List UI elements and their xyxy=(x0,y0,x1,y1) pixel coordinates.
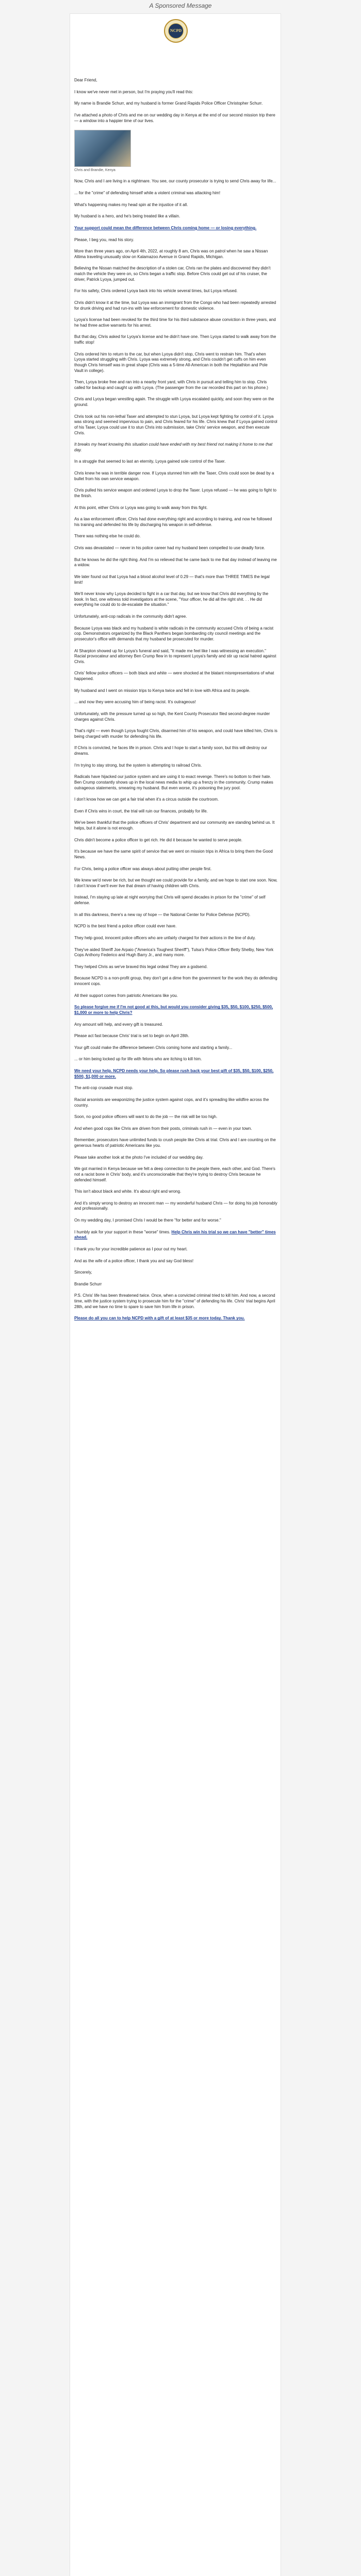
letter-paragraph: And when good cops like Chris are driven from their posts, criminals rush in — even in your town. xyxy=(74,1126,252,1131)
letter-paragraph: Any amount will help, and every gift is treasured. xyxy=(74,1022,163,1027)
letter-paragraph: I don't know how we can get a fair trial when it's a circus outside the courtroom. xyxy=(74,797,219,802)
letter-paragraph: Chris knew he was in terrible danger now. If Lyoya stunned him with the Taser, Chris could soon be dead by a bullet from his own service weapon. xyxy=(74,471,274,481)
letter-paragraph: We've been thankful that the police officers of Chris' department and our community are standing behind us. It helps, but it alone is not enough. xyxy=(74,820,275,831)
letter-paragraph: Unfortunately, with the pressure turned up so high, the Kent County Prosecutor filed second-degree murder charges against Chris. xyxy=(74,711,270,722)
letter-paragraph: Al Sharpton showed up for Lyoya's funeral and said, "It made me feel like I was witnessing an execution." Racial provocateur and attorney Ben Crump flew in to represent Lyoya's family and stir up racial hatred against Chris. xyxy=(74,648,276,664)
letter-paragraph: Chris and Lyoya began wrestling again. The struggle with Lyoya escalated quickly, and soon they were on the ground. xyxy=(74,397,274,408)
letter-paragraph: My husband is a hero, and he's being treated like a villain. xyxy=(74,214,180,219)
letter-paragraph: There was nothing else he could do. xyxy=(74,534,141,539)
letter-paragraph: I've attached a photo of Chris and me on our wedding day in Kenya at the end of our second mission trip there — a window into a happier time of our lives. xyxy=(74,112,275,123)
letter-paragraph: They helped Chris as we've braved this legal ordeal They are a godsend. xyxy=(74,964,208,969)
letter-paragraph: They've aided Sheriff Joe Arpaio ("America's Toughest Sheriff"), Tulsa's Police Officer Betty Shelby, New York Cops Anthony Federico and Hugh Barry Jr., and many more. xyxy=(74,947,274,958)
donate-ask-link[interactable]: We need your help. NCPD needs your help. So please rush back your best gift of $35, $50, $100, $250, $500, $1,000 or more. xyxy=(74,1069,274,1079)
sponsored-label: A Sponsored Message xyxy=(149,2,212,9)
letter-paragraph: On my wedding day, I promised Chris I would be there "for better and for worse." xyxy=(74,1218,221,1223)
letter-paragraph: For Chris, being a police officer was always about putting other people first. xyxy=(74,866,212,871)
signature-name: Brandie Schurr xyxy=(74,1281,102,1286)
donate-ask-link[interactable]: So please forgive me if I'm not good at this, but would you consider giving $35, $50, $100, $250, $500, $1,000 or more to help Chris? xyxy=(74,1005,273,1015)
letter-paragraph: What's happening makes my head spin at the injustice of it all. xyxy=(74,202,188,207)
letter-paragraph: Unfortunately, anti-cop radicals in the community didn't agree. xyxy=(74,614,187,619)
letter-paragraph: ... and now they were accusing him of being racist. It's outrageous! xyxy=(74,700,196,705)
letter-paragraph: ... for the "crime" of defending himself while a violent criminal was attacking him! xyxy=(74,191,221,196)
letter-paragraph: In a struggle that seemed to last an eternity, Lyoya gained sole control of the Taser. xyxy=(74,459,226,464)
letter-paragraph: Chris pulled his service weapon and ordered Lyoya to drop the Taser. Lyoya refused — he was going to fight to the finish. xyxy=(74,488,276,498)
letter-paragraph: They help good, innocent police officers who are unfairly charged for their actions in the line of duty. xyxy=(74,935,256,940)
letter-paragraph: My name is Brandie Schurr, and my husband is former Grand Rapids Police Officer Christopher Schurr. xyxy=(74,101,263,106)
wedding-photo xyxy=(74,130,131,167)
letter-paragraph: And it's simply wrong to destroy an innocent man — my wonderful husband Chris — for doing his job honorably and professionally. xyxy=(74,1200,277,1211)
letter-paragraph: ... or him being locked up for life with felons who are itching to kill him. xyxy=(74,1057,202,1062)
letter-paragraph: I'm trying to stay strong, but the system is attempting to railroad Chris. xyxy=(74,762,202,768)
letter-paragraph: Racial arsonists are weaponizing the justice system against cops, and it's spreading like wildfire across the country. xyxy=(74,1097,269,1108)
letter-paragraph: Your gift could make the difference between Chris coming home and starting a family... xyxy=(74,1045,233,1050)
letter-paragraph: Soon, no good police officers will want to do the job — the risk will be too high. xyxy=(74,1114,218,1120)
letter-paragraph: Chris took out his non-lethal Taser and attempted to stun Lyoya, but Lyoya kept fighting for control of it. Lyoya was strong and seemed impervious to pain, and Chris feared for his life. Chris knew that if Lyoya gained control of his Taser, Lyoya could use it to stun Chris into submission, take Chris' service weapon, and then execute Chris. xyxy=(74,414,277,435)
letter-body xyxy=(74,78,277,1328)
letter-paragraph: Please take another look at the photo I've included of our wedding day. xyxy=(74,1155,204,1160)
email-card xyxy=(70,13,281,2576)
letter-paragraph: I know we've never met in person, but I'm praying you'll read this: xyxy=(74,89,193,94)
letter-paragraph: If Chris is convicted, he faces life in prison. Chris and I hope to start a family soon, but this will destroy our dreams. xyxy=(74,745,267,756)
letter-paragraph: Now, Chris and I are living in a nightmare. You see, our county prosecutor is trying to send Chris away for life... xyxy=(74,179,276,184)
letter-paragraph: But he knows he did the right thing. And I'm so relieved that he came back to me that day instead of leaving me a widow. xyxy=(74,557,277,568)
letter-paragraph: We later found out that Lyoya had a blood alcohol level of 0.29 — that's more than THREE TIMES the legal limit! xyxy=(74,574,270,585)
salutation: Dear Friend, xyxy=(74,78,97,82)
ncpd-logo xyxy=(164,19,188,43)
closing: Sincerely, xyxy=(74,1270,92,1275)
ncpd-seal: NCPD xyxy=(168,23,184,39)
letter-paragraph: The anti-cop crusade must stop. xyxy=(74,1086,134,1091)
letter-paragraph: At this point, either Chris or Lyoya was going to walk away from this fight. xyxy=(74,505,208,510)
letter-paragraph: Radicals have hijacked our justice system and are using it to exact revenge. There's no bottom to their hate. Ben Crump constantly shows up in the local news media to whip up a frenzy in the community. Crump makes outrageous statements, smearing my husband. But even worse, it's poisoning the jury pool. xyxy=(74,774,273,790)
letter-paragraph: Chris ordered him to return to the car, but when Lyoya didn't stop, Chris went to restrain him. That's when Lyoya started struggling with Chris. Lyoya was extremely strong, and Chris couldn't get cuffs on him even though Chris himself was in great shape (Chris was a 5-time All-American in both the Heptathlon and Pole Vault in college). xyxy=(74,351,268,373)
letter-paragraph: In all this darkness, there's a new ray of hope — the National Center for Police Defense (NCPD). xyxy=(74,912,251,917)
letter-paragraph: Instead, I'm staying up late at night worrying that Chris will spend decades in prison for the "crime" of self defense. xyxy=(74,895,266,906)
letter-paragraph: This isn't about black and white. It's about right and wrong. xyxy=(74,1189,182,1194)
letter-paragraph: Then, Lyoya broke free and ran into a nearby front yard, with Chris in pursuit and telling him to stop. Chris called for backup and caught up with Lyoya. (The passenger from the car recorded this part on his phone.) xyxy=(74,380,268,390)
letter-paragraph: Chris' fellow police officers — both black and white — were shocked at the blatant misrepresentations of what happened. xyxy=(74,671,274,682)
letter-paragraph: Even if Chris wins in court, the trial will ruin our finances, probably for life. xyxy=(74,808,208,814)
letter-paragraph: As a law enforcement officer, Chris had done everything right and according to training, and now he followed his training and defended his life by discharging his weapon in self-defense. xyxy=(74,517,272,527)
postscript: P.S. Chris' life has been threatened twice. Once, when a convicted criminal tried to kill him. And now, a second time, with the justice system trying to prosecute him for the "crime" of defending his life. Chris' trial begins April 28th, and we have no time to spare to save him from life in prison. xyxy=(74,1293,275,1309)
letter-paragraph: Remember, prosecutors have unlimited funds to crush people like Chris at trial. Chris and I are counting on the generous hearts of patriotic Americans like you. xyxy=(74,1138,276,1148)
letter-paragraph: We'll never know why Lyoya decided to fight in a car that day, but we know that Chris did everything by the book. In fact, one witness told investigators at the scene, "Your officer, he did all the right shit. . . He did everything he could do to de-escalate the situation." xyxy=(74,591,269,607)
emphasis-paragraph: Your support could mean the difference between Chris coming home — or losing everything. xyxy=(74,225,257,230)
letter-paragraph: All their support comes from patriotic Americans like you. xyxy=(74,993,178,998)
letter-paragraph: Lyoya's license had been revoked for the third time for his third substance abuse conviction in three years, and he had three active warrants for his arrest. xyxy=(74,317,276,328)
letter-paragraph: Chris didn't become a police officer to get rich. He did it because he wanted to serve people. xyxy=(74,837,243,842)
letter-paragraph: NCPD is the best friend a police officer could ever have. xyxy=(74,924,177,929)
letter-paragraph: That's right — even though Lyoya fought Chris, disarmed him of his weapon, and could have killed him, Chris is being charged with murder for defending his life. xyxy=(74,728,277,739)
letter-paragraph: Please act fast because Chris' trial is set to begin on April 28th. xyxy=(74,1033,189,1039)
letter-paragraph: Chris didn't know it at the time, but Lyoya was an immigrant from the Congo who had been repeatedly arrested for drunk driving and had run-ins with law enforcement for domestic violence. xyxy=(74,300,276,311)
letter-paragraph: I thank you for your incredible patience as I pour out my heart. xyxy=(74,1246,188,1251)
letter-paragraph: For his safety, Chris ordered Lyoya back into his vehicle several times, but Lyoya refused. xyxy=(74,289,238,294)
letter-paragraph: Please, I beg you, read his story. xyxy=(74,237,134,242)
letter-paragraph: We got married in Kenya because we felt a deep connection to the people there, each other, and God. There's not a racist bone in Chris' body, and it's unconscionable that they're trying to destroy Chris because he defended himself. xyxy=(74,1166,275,1182)
help-chris-link[interactable]: Help Chris win his trial so we can have "better" times ahead. xyxy=(74,1229,276,1240)
letter-paragraph: But that day, Chris asked for Lyoya's license and he didn't have one. Then Lyoya started to walk away from the traffic stop! xyxy=(74,334,276,345)
letter-paragraph: It's because we have the same spirit of service that we went on mission trips in Africa to bring them the Good News. xyxy=(74,849,273,859)
support-lead: I humbly ask for your support in these "worse" times. xyxy=(74,1229,172,1234)
letter-paragraph: Because Lyoya was black and my husband is white radicals in the community accused Chris of being a racist cop. Demonstrators organized by the Black Panthers began bombarding city council meetings and the prosecutor's office with demands that my husband be prosecuted for murder. xyxy=(74,625,274,641)
photo-caption: Chris and Brandie, Kenya xyxy=(74,168,116,173)
letter-paragraph: Because NCPD is a non-profit group, they don't get a dime from the government for the work they do defending innocent cops. xyxy=(74,976,277,987)
letter-paragraph: More than three years ago, on April 4th, 2022, at roughly 8 am, Chris was on patrol when he saw a Nissan Altima traveling unusually slow on Kalamazoo Avenue in Grand Rapids, Michigan. xyxy=(74,249,268,259)
letter-paragraph: Believing the Nissan matched the description of a stolen car, Chris ran the plates and discovered they didn't match the vehicle they were on, so Chris began a traffic stop. Before Chris could get out of his cruiser, the driver, Patrick Lyoya, jumped out. xyxy=(74,266,271,282)
letter-paragraph: Chris was devastated — never in his police career had my husband been compelled to use deadly force. xyxy=(74,546,265,551)
italic-paragraph: It breaks my heart knowing this situation could have ended with my best friend not making it home to me that day. xyxy=(74,442,273,452)
letter-paragraph: My husband and I went on mission trips to Kenya twice and fell in love with Africa and its people. xyxy=(74,688,251,693)
letter-paragraph: We knew we'd never be rich, but we thought we could provide for a family, and we hope to start one soon. Now, I don't know if we'll ever live that dream of having children with Chris. xyxy=(74,878,277,888)
letter-paragraph: And as the wife of a police officer, I thank you and say God bless! xyxy=(74,1258,194,1263)
ps-donate-link[interactable]: Please do all you can to help NCPD with a gift of at least $35 or more today. Thank you. xyxy=(74,1316,245,1321)
support-paragraph xyxy=(74,1230,277,1241)
